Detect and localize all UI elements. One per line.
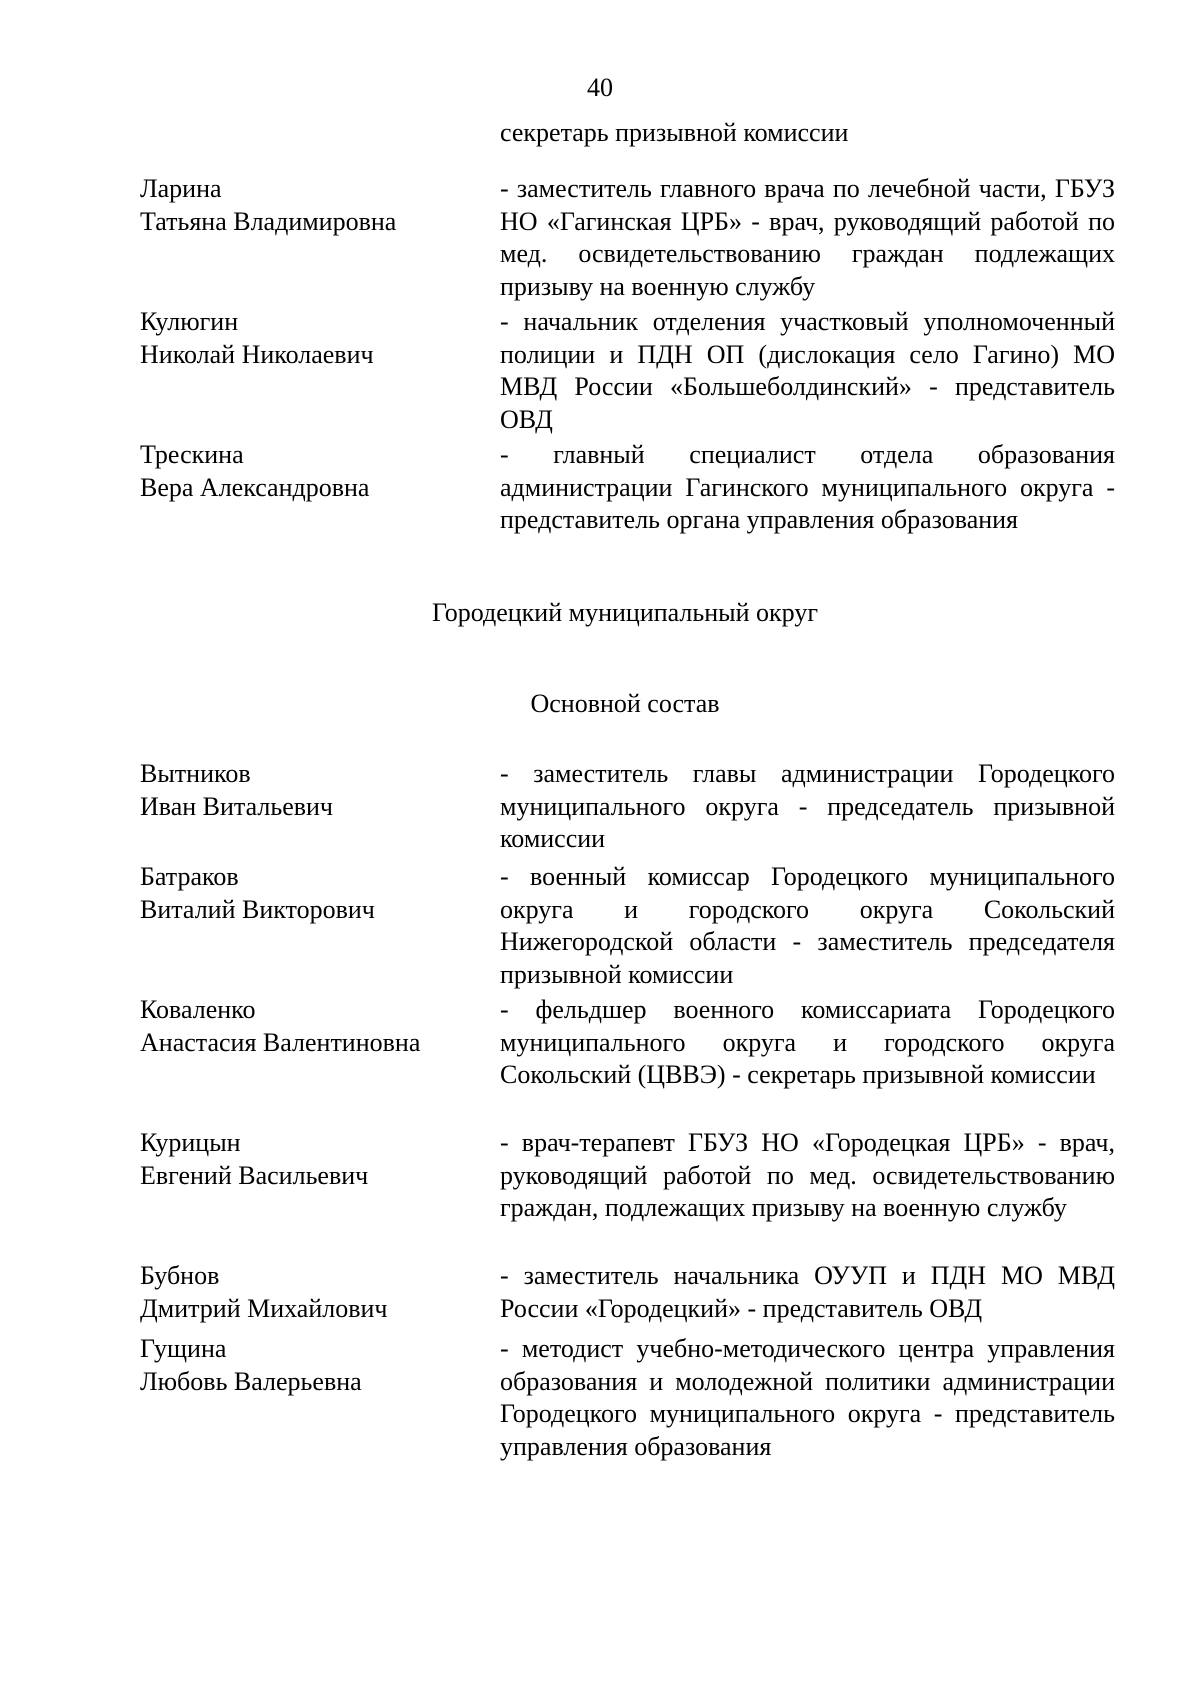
member-surname: Вытников	[140, 759, 251, 788]
member-description: - заместитель главного врача по лечебной части, ГБУЗ НО «Гагинская ЦРБ» - врач, руководящий работой по мед. освидетельствованию граждан подлежащих призыву на военную службу	[500, 174, 1115, 301]
member-surname: Коваленко	[140, 995, 256, 1024]
member-description: - заместитель главы администрации Городецкого муниципального округа - председатель призывной комиссии	[500, 759, 1115, 854]
member-name	[140, 994, 480, 1059]
member-given-names: Татьяна Владимировна	[140, 206, 397, 236]
member-name	[140, 173, 480, 238]
member-given-names: Виталий Викторович	[140, 894, 375, 924]
member-given-names: Иван Витальевич	[140, 791, 334, 821]
member-name	[140, 1260, 480, 1325]
district-heading: Городецкий муниципальный округ	[431, 598, 818, 627]
member-description: - фельдшер военного комиссариата Городецкого муниципального округа и городского округа Сокольский (ЦВВЭ) - секретарь призывной комиссии	[500, 995, 1115, 1090]
member-given-names: Любовь Валерьевна	[140, 1366, 362, 1396]
member-name	[140, 758, 480, 823]
member-surname: Трескина	[140, 440, 244, 469]
member-given-names: Евгений Васильевич	[140, 1160, 369, 1190]
member-name	[140, 1127, 480, 1192]
member-given-names: Николай Николаевич	[140, 339, 374, 369]
role-caption: секретарь призывной комиссии	[500, 118, 849, 147]
member-description: - военный комиссар Городецкого муниципального округа и городского округа Сокольский Нижегородской области - заместитель председателя призывной комиссии	[500, 862, 1115, 989]
member-surname: Кулюгин	[140, 307, 239, 336]
composition-heading: Основной состав	[530, 689, 720, 718]
member-description: - врач-терапевт ГБУЗ НО «Городецкая ЦРБ» - врач, руководящий работой по мед. освидетельствованию граждан, подлежащих призыву на военную службу	[500, 1128, 1115, 1223]
member-surname: Ларина	[140, 174, 222, 203]
member-name	[140, 861, 480, 926]
member-given-names: Анастасия Валентиновна	[140, 1027, 421, 1057]
member-given-names: Вера Александровна	[140, 472, 370, 502]
member-given-names: Дмитрий Михайлович	[140, 1293, 388, 1323]
page-number: 40	[587, 73, 613, 102]
member-description: - начальник отделения участковый уполномоченный полиции и ПДН ОП (дислокация село Гагино) МО МВД России «Большеболдинский» - представитель ОВД	[500, 307, 1115, 434]
member-description: - главный специалист отдела образования администрации Гагинского муниципального округа - представитель органа управления образования	[500, 440, 1115, 535]
member-surname: Бубнов	[140, 1261, 220, 1290]
member-surname: Гущина	[140, 1334, 227, 1363]
member-surname: Батраков	[140, 862, 239, 891]
member-description: - заместитель начальника ОУУП и ПДН МО МВД России «Городецкий» - представитель ОВД	[500, 1261, 1115, 1323]
member-name	[140, 439, 480, 504]
member-name	[140, 1333, 480, 1398]
member-description: - методист учебно-методического центра управления образования и молодежной политики администрации Городецкого муниципального округа - представитель управления образования	[500, 1334, 1115, 1461]
member-name	[140, 306, 480, 371]
member-surname: Курицын	[140, 1128, 241, 1157]
